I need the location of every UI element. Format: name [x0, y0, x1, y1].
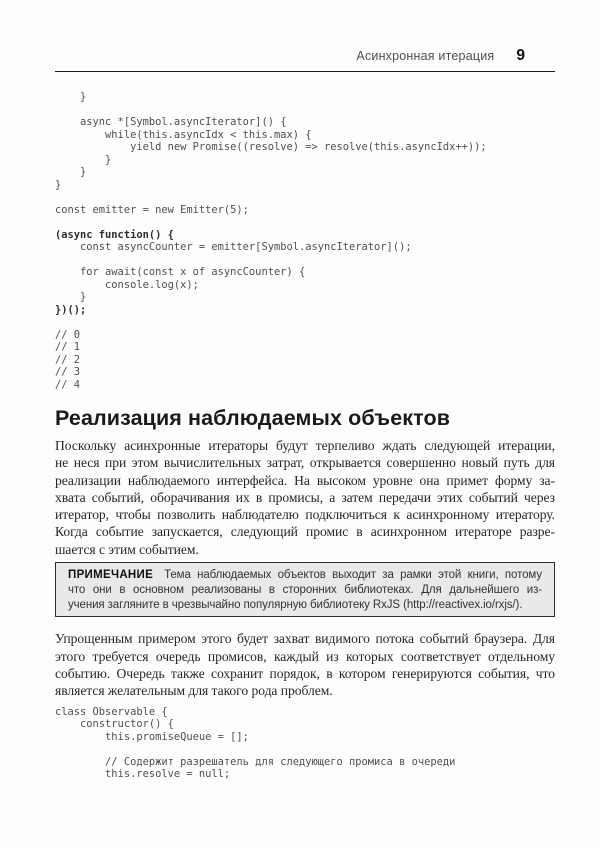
code-line: this.promiseQueue = [];: [55, 730, 249, 743]
code-line: const emitter = new Emitter(5);: [55, 203, 249, 216]
code-line: async *[Symbol.asyncIterator]() {: [55, 116, 287, 128]
code-line: [55, 316, 555, 329]
code-listing-bottom: [55, 706, 555, 781]
code-line: while(this.asyncIdx < this.max) {: [55, 128, 312, 141]
page-number: 9: [516, 47, 525, 64]
paragraph-line: реализации наблюдаемого интерфейса. На высоком уровне она примет форму за-: [55, 472, 555, 488]
code-line: this.resolve = null;: [55, 768, 231, 781]
paragraph-line: итератор, чтобы позволить наблюдателю подключиться к асинхронному итератору.: [55, 507, 555, 523]
code-line: yield new Promise((resolve) => resolve(this.asyncIdx++));: [55, 141, 487, 153]
code-line: }: [55, 166, 87, 178]
paragraph-observables: [55, 437, 555, 558]
paragraph-line: этого требуется очередь промисов, каждый из которых соответствует отдельному: [55, 648, 555, 664]
note-text: Тема наблюдаемых объектов выходит за рамки этой книги, потому: [164, 569, 542, 582]
note-box: [55, 562, 555, 617]
code-line: (async function() {: [55, 228, 174, 241]
code-line: // Содержит разрешатель для следующего промиса в очереди: [55, 755, 456, 768]
paragraph-line: является желательным для такого рода проблем.: [55, 683, 333, 699]
note-line: учения загляните в чрезвычайно популярную библиотеку RxJS (http://reactivex.io/rxjs/).: [68, 598, 523, 611]
code-line: }: [55, 178, 62, 191]
code-line: // 4: [55, 378, 81, 391]
code-line: [55, 104, 555, 117]
code-line: [55, 191, 555, 204]
note-line: [68, 568, 542, 583]
note-label: ПРИМЕЧАНИЕ: [68, 569, 154, 582]
code-line: })();: [55, 303, 87, 316]
code-line: // 1: [55, 341, 81, 353]
code-line: // 2: [55, 353, 81, 366]
paragraph-line: Когда событие запускается, следующий промис в асинхронном итераторе разре-: [55, 524, 555, 540]
code-line: [55, 254, 555, 267]
paragraph-line: шается с этим событием.: [55, 541, 199, 557]
paragraph-line: хвата событий, оборачивания их в промисы, а затем передачи этих событий через: [55, 489, 555, 505]
code-line: class Observable {: [55, 705, 168, 718]
code-line: [55, 743, 555, 756]
paragraph-line: не неся при этом вычислительных затрат, открывается совершенно новый путь для: [55, 455, 555, 471]
paragraph-line: Поскольку асинхронные итераторы будут терпеливо ждать следующей итерации,: [55, 438, 555, 453]
note-line: что они в основном реализованы в сторонних библиотеках. Для дальнейшего из-: [68, 583, 542, 596]
code-line: [55, 216, 555, 229]
paragraph-example: [55, 630, 555, 699]
code-line: }: [55, 91, 87, 103]
code-line: for await(const x of asyncCounter) {: [55, 266, 306, 278]
section-heading: Реализация наблюдаемых объектов: [55, 406, 451, 430]
code-line: }: [55, 291, 87, 303]
header-rule: [55, 71, 555, 72]
code-line: // 3: [55, 366, 81, 378]
running-title: Асинхронная итерация: [356, 49, 495, 63]
code-line: console.log(x);: [55, 278, 199, 291]
code-listing-top: [55, 91, 555, 391]
code-line: constructor() {: [55, 718, 174, 731]
paragraph-line: Упрощенным примером этого будет захват видимого потока событий браузера. Для: [55, 631, 555, 647]
code-line: // 0: [55, 328, 81, 341]
paragraph-line: событию. Очередь также сохранит порядок, в котором генерируются события, что: [55, 666, 555, 682]
page-header: [55, 47, 555, 65]
code-line: const asyncCounter = emitter[Symbol.asyncIterator]();: [55, 241, 412, 253]
code-line: }: [55, 153, 112, 166]
